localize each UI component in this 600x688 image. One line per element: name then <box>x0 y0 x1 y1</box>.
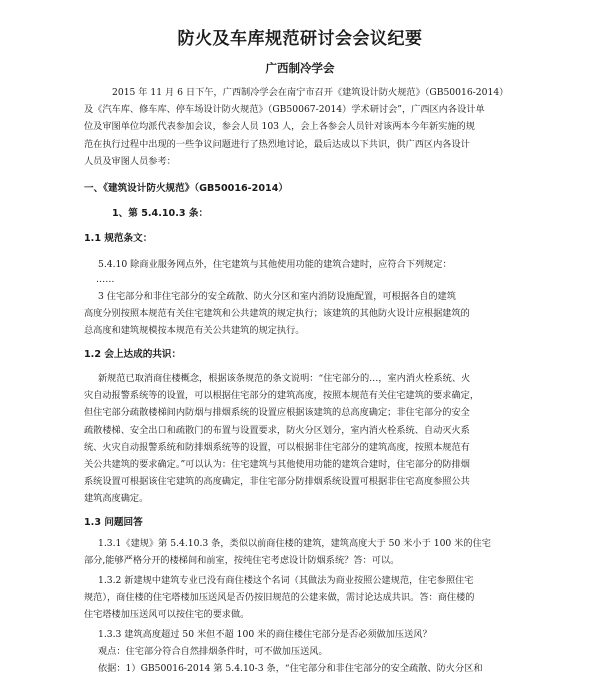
consensus-line: 灾自动报警系统等的设置，可以根据住宅部分的建筑高度，按照本规范有关住宅建筑的要求确定， <box>84 390 480 402</box>
question-line: 依据：1）GB50016-2014 第 5.4.10-3 条，“住宅部分和非住宅部分的安全疏散、防火分区和 <box>98 663 483 675</box>
question-1 <box>84 535 491 569</box>
intro-line: 2015 年 11 月 6 日下午，广西制冷学会在南宁市召开《建筑设计防火规范》（GB50016-2014） <box>112 87 509 98</box>
consensus-line: 统、火灾自动报警系统和防排烟系统等的设置，可以根据非住宅部分的建筑高度，按照本规范有 <box>84 441 470 453</box>
clause-3-paragraph <box>84 288 470 340</box>
consensus-line: 但住宅部分疏散楼梯间内防烟与排烟系统的设置应根据该建筑的总高度确定；非住宅部分的安全 <box>84 407 470 419</box>
page-title: 防火及车库规范研讨会会议纪要 <box>177 29 423 49</box>
intro-line: 人员及审图人员参考： <box>84 155 176 167</box>
subsection-heading: 1.1 规范条文： <box>84 233 153 244</box>
question-3 <box>84 626 483 678</box>
consensus-paragraph <box>84 370 479 508</box>
consensus-line: 系统设置可根据该住宅建筑的高度确定，非住宅部分防排烟系统设置可根据非住宅高度参照公共 <box>84 476 470 488</box>
clause-intro: 5.4.10 除商业服务网点外，住宅建筑与其他使用功能的建筑合建时，应符合下列规定： <box>98 259 452 270</box>
question-2 <box>84 572 474 624</box>
consensus-line: 建筑高度确定。 <box>84 493 149 505</box>
clause-line: 高度分别按照本规范有关住宅建筑和公共建筑的规定执行；该建筑的其他防火设计应根据建筑的 <box>84 308 470 320</box>
subsection-heading: 1.3 问题回答 <box>84 517 143 528</box>
question-line: 1.3.1《建规》第 5.4.10.3 条，类似以前商住楼的建筑，建筑高度大于 50 米小于 100 米的住宅 <box>98 538 491 549</box>
consensus-line: 关公共建筑的要求确定。”可以认为：住宅建筑与其他使用功能的建筑合建时，住宅部分的防排烟 <box>84 458 470 470</box>
question-line: 观点：住宅部分符合自然排烟条件时，可不做加压送风。 <box>98 646 328 658</box>
intro-paragraph <box>84 84 508 170</box>
subsection-heading: 1.2 会上达成的共识： <box>84 349 182 360</box>
intro-line: 范在执行过程中出现的一些争议问题进行了热烈地讨论，最后达成以下共识，供广西区内各设计 <box>84 138 470 150</box>
organization-name: 广西制冷学会 <box>265 61 335 75</box>
clause-ellipsis: …… <box>96 274 115 285</box>
question-line: 规范），商住楼的住宅塔楼加压送风是否仍按旧规范的公建来做，需讨论达成共识。答：商住楼的 <box>84 592 475 604</box>
intro-line: 位及审图单位均派代表参加会议，参会人员 103 人，会上各参会人员针对该两本今年新实施的规 <box>84 121 475 133</box>
intro-line: 及《汽车库、修车库、停车场设计防火规范》（GB50067-2014）学术研讨会”，广西区内各设计单 <box>84 104 485 116</box>
question-line: 住宅塔楼加压送风可以按住宅的要求做。 <box>84 609 250 621</box>
question-line: 1.3.2 新建规中建筑专业已没有商住楼这个名词（其做法为商业按照公建规范，住宅参照住宅 <box>98 575 474 586</box>
section-heading: 一、《建筑设计防火规范》（GB50016-2014） <box>84 183 288 194</box>
consensus-line: 新规范已取消商住楼概念，根据该条规范的条文说明：“住宅部分的…，室内消火栓系统、火 <box>98 373 471 384</box>
clause-line: 3 住宅部分和非住宅部分的安全疏散、防火分区和室内消防设施配置，可根据各自的建筑 <box>98 291 456 302</box>
question-line: 部分,能够严格分开的楼梯间和前室，按纯住宅考虑设计防烟系统？答：可以。 <box>84 555 400 567</box>
consensus-line: 疏散楼梯、安全出口和疏散门的布置与设置要求，防火分区划分，室内消火栓系统、自动灭火系 <box>84 424 470 436</box>
question-line: 1.3.3 建筑高度超过 50 米但不超 100 米的商住楼住宅部分是否必须做加压送风？ <box>98 629 432 640</box>
clause-line: 总高度和建筑规模按本规范有关公共建筑的规定执行。 <box>84 325 305 337</box>
item-heading: 1、第 5.4.10.3 条： <box>112 208 209 219</box>
